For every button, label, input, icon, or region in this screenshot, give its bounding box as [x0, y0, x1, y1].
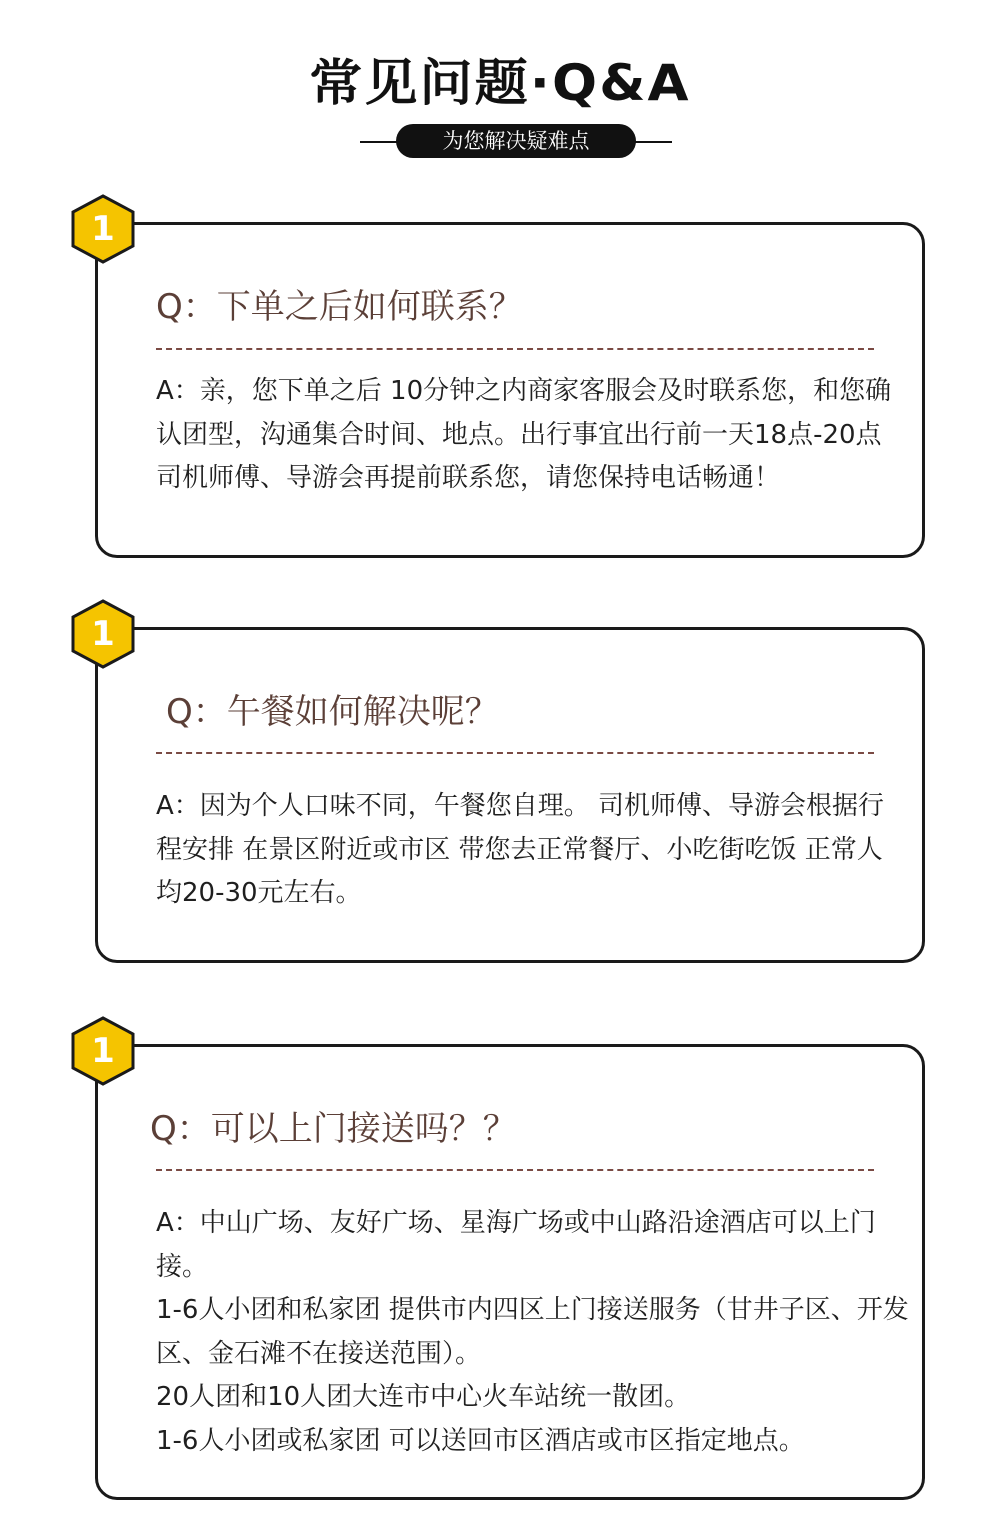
answer-line: A：亲，您下单之后 10分钟之内商家客服会及时联系您，和您确认团型，沟通集合时间、地点。出行事宜出行前一天18点-20点 司机师傅、导游会再提前联系您，请您保持电话畅通！: [156, 376, 892, 493]
question-text: Q：下单之后如何联系？: [156, 287, 523, 327]
number-badge: [70, 1015, 136, 1087]
dashed-divider: [156, 752, 874, 754]
badge-number: 1: [91, 209, 115, 249]
page-title: 常见问题·Q&A: [309, 54, 691, 112]
answer-text: [156, 370, 896, 501]
subtitle-row: [0, 122, 1000, 162]
answer-line: A：因为个人口味不同，午餐您自理。 司机师傅、导游会根据行程安排 在景区附近或市区 带您去正常餐厅、小吃街吃饭 正常人均20-30元左右。: [156, 791, 885, 908]
answer-line: 1-6人小团和私家团 提供市内四区上门接送服务（甘井子区、开发区、金石滩不在接送范围）。: [156, 1295, 909, 1369]
badge-number: 1: [91, 614, 115, 654]
dashed-divider: [156, 348, 874, 350]
subtitle-pill: 为您解决疑难点: [396, 124, 636, 158]
question-text: Q：午餐如何解决呢？: [166, 692, 499, 732]
qa-card-3: [95, 1044, 925, 1500]
qa-card-1: [95, 222, 925, 558]
qa-card-2: [95, 627, 925, 963]
answer-line: 20人团和10人团大连市中心火车站统一散团。: [156, 1382, 691, 1412]
dashed-divider: [156, 1169, 874, 1171]
badge-number: 1: [91, 1031, 115, 1071]
answer-text: [156, 785, 896, 916]
page-header: [0, 52, 1000, 162]
number-badge: [70, 193, 136, 265]
number-badge: [70, 598, 136, 670]
answer-line: A：中山广场、友好广场、星海广场或中山路沿途酒店可以上门接。: [156, 1208, 876, 1282]
question-text: Q：可以上门接送吗？？: [150, 1109, 517, 1149]
answer-text: [156, 1202, 916, 1463]
answer-line: 1-6人小团或私家团 可以送回市区酒店或市区指定地点。: [156, 1425, 805, 1456]
